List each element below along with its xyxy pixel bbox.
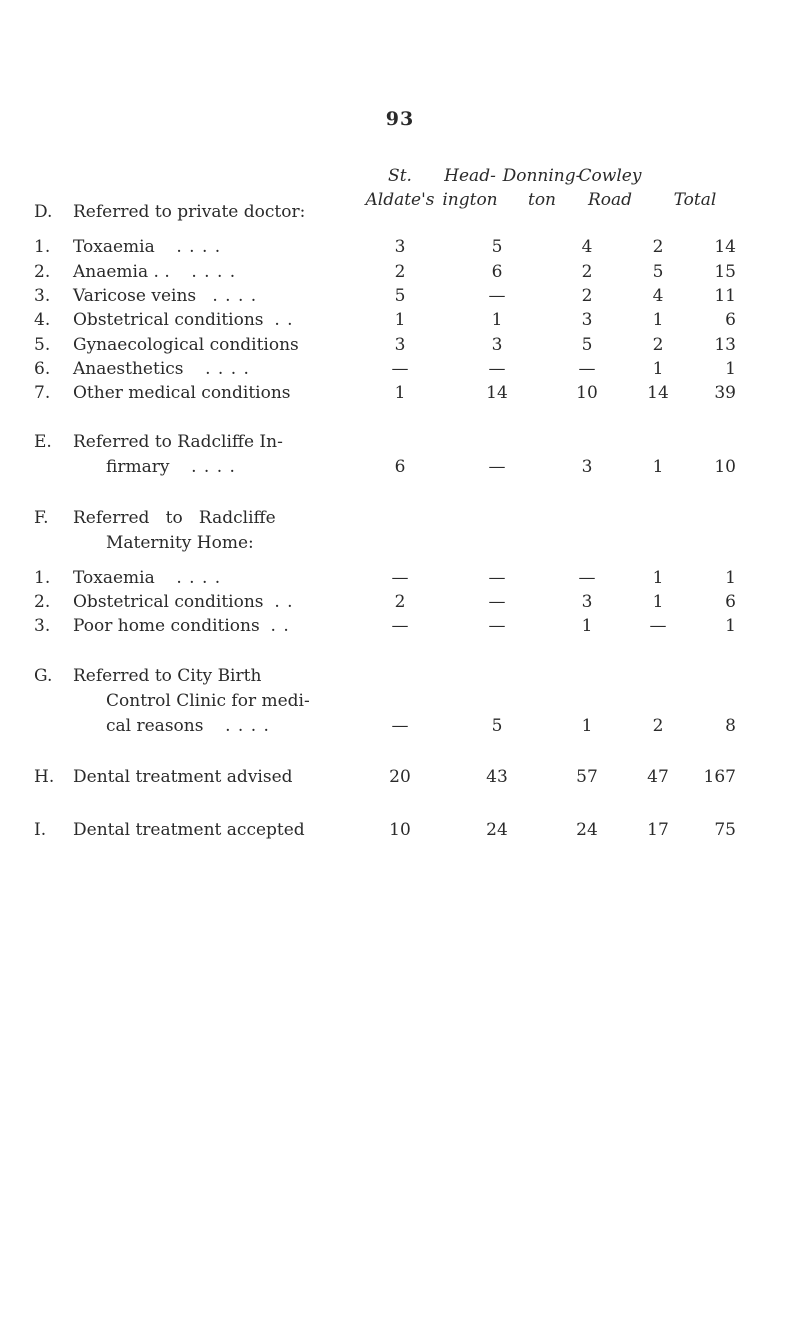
section-g-heading-line2 — [0, 689, 800, 713]
row-label-text: Anaesthetics — [73, 359, 184, 379]
row-label-text: Anaemia . . — [73, 262, 170, 282]
section-title-line1: Referred to Radcliffe In- — [73, 432, 283, 452]
row-label-text: Poor home conditions — [73, 616, 260, 636]
table-row — [0, 235, 800, 259]
row-label — [73, 235, 221, 259]
row-label — [73, 308, 294, 332]
row-label-text: cal reasons — [106, 716, 204, 736]
cell-donnington: 3 — [581, 592, 593, 612]
table-row — [0, 333, 800, 357]
leader-dots: . . . . — [176, 237, 222, 257]
table-row — [0, 614, 800, 638]
leader-dots: . . — [274, 310, 294, 330]
cell-st-aldates: 2 — [394, 262, 406, 282]
section-d-heading — [0, 200, 800, 224]
row-label: Dental treatment accepted — [73, 820, 305, 840]
row-index: 3. — [34, 616, 51, 636]
cell-cowley-road: 14 — [647, 383, 669, 403]
row-label-text: Obstetrical conditions — [73, 310, 264, 330]
cell-st-aldates: 3 — [394, 335, 406, 355]
leader-dots: . . — [270, 616, 290, 636]
cell-headington: 5 — [491, 716, 503, 736]
cell-total: 10 — [714, 457, 736, 477]
cell-headington: 24 — [486, 820, 508, 840]
cell-headington: — — [488, 616, 506, 636]
cell-donnington: 1 — [581, 716, 593, 736]
cell-st-aldates: 6 — [394, 457, 406, 477]
column-header-line2: ton — [527, 190, 556, 210]
table-row — [0, 381, 800, 405]
section-title-line1: Referred to Radcliffe — [73, 508, 276, 528]
table-row — [0, 590, 800, 614]
row-label: Other medical conditions — [73, 383, 291, 403]
table-row — [0, 357, 800, 381]
cell-st-aldates: 1 — [394, 383, 406, 403]
row-index: 3. — [34, 286, 51, 306]
row-index: 7. — [34, 383, 51, 403]
cell-total: 1 — [725, 568, 736, 588]
cell-donnington: 3 — [581, 310, 593, 330]
row-label-text: Obstetrical conditions — [73, 592, 264, 612]
cell-total: 6 — [725, 592, 736, 612]
section-letter: H. — [34, 767, 55, 787]
cell-headington: 14 — [486, 383, 508, 403]
leader-dots: . . — [274, 592, 294, 612]
cell-total: 75 — [714, 820, 736, 840]
row-index: 6. — [34, 359, 51, 379]
leader-dots: . . . . — [212, 286, 258, 306]
row-label: Dental treatment advised — [73, 767, 293, 787]
cell-headington: — — [488, 568, 506, 588]
row-index: 1. — [34, 237, 51, 257]
table-row — [0, 765, 800, 789]
leader-dots: . . . . — [225, 716, 270, 736]
cell-cowley-road: 1 — [652, 310, 664, 330]
row-index: 2. — [34, 262, 51, 282]
cell-cowley-road: 1 — [652, 457, 664, 477]
table-row — [0, 818, 800, 842]
cell-st-aldates: 10 — [389, 820, 411, 840]
cell-st-aldates: 1 — [394, 310, 406, 330]
page-number: 93 — [385, 108, 415, 130]
cell-total: 15 — [714, 262, 736, 282]
section-f-heading — [0, 506, 800, 530]
column-header-line1: St. — [388, 166, 412, 186]
cell-donnington: 57 — [576, 767, 598, 787]
cell-donnington: 5 — [581, 335, 593, 355]
cell-cowley-road: 2 — [652, 716, 664, 736]
row-label — [73, 260, 236, 284]
cell-total: 11 — [714, 286, 736, 306]
section-letter: F. — [34, 508, 49, 528]
section-title-line1: Referred to City Birth — [73, 666, 262, 686]
cell-st-aldates: 3 — [394, 237, 406, 257]
column-header-line1 — [645, 164, 745, 188]
section-letter: E. — [34, 432, 52, 452]
cell-total: 13 — [714, 335, 736, 355]
leader-dots: . . . . — [176, 568, 222, 588]
cell-total: 14 — [714, 237, 736, 257]
table-row — [0, 260, 800, 284]
cell-headington: 3 — [491, 335, 503, 355]
cell-total: 1 — [725, 616, 736, 636]
cell-cowley-road: 5 — [652, 262, 664, 282]
row-index: 2. — [34, 592, 51, 612]
leader-dots: . . . . — [205, 359, 250, 379]
cell-st-aldates: — — [391, 568, 409, 588]
cell-cowley-road: 1 — [652, 359, 664, 379]
cell-donnington: — — [578, 568, 596, 588]
cell-cowley-road: 4 — [652, 286, 664, 306]
section-g-heading — [0, 664, 800, 688]
cell-st-aldates: — — [391, 359, 409, 379]
row-label — [73, 566, 221, 590]
column-header-line2: Total — [673, 190, 717, 210]
cell-headington: — — [488, 592, 506, 612]
cell-cowley-road: 47 — [647, 767, 669, 787]
row-label: Gynaecological conditions — [73, 335, 299, 355]
row-index: 5. — [34, 335, 51, 355]
cell-donnington: 1 — [581, 616, 593, 636]
section-letter: I. — [34, 820, 47, 840]
row-label — [73, 357, 250, 381]
row-index: 4. — [34, 310, 51, 330]
row-label-text: firmary — [106, 457, 170, 477]
cell-donnington: — — [578, 359, 596, 379]
column-header-line1: Donning- — [502, 166, 582, 186]
row-label — [106, 455, 236, 479]
cell-st-aldates: 2 — [394, 592, 406, 612]
cell-donnington: 10 — [576, 383, 598, 403]
cell-st-aldates: — — [391, 616, 409, 636]
cell-donnington: 4 — [581, 237, 593, 257]
cell-headington: 6 — [491, 262, 503, 282]
cell-donnington: 2 — [581, 262, 593, 282]
table-row — [0, 284, 800, 308]
cell-headington: 5 — [491, 237, 503, 257]
section-e-heading — [0, 430, 800, 454]
section-f-heading-line2 — [0, 531, 800, 555]
cell-cowley-road: 1 — [652, 592, 664, 612]
cell-total: 8 — [725, 716, 736, 736]
table-row — [0, 566, 800, 590]
cell-total: 39 — [714, 383, 736, 403]
column-header-line2: Aldate's — [365, 190, 435, 210]
cell-st-aldates: — — [391, 716, 409, 736]
cell-cowley-road: 2 — [652, 335, 664, 355]
cell-cowley-road: 2 — [652, 237, 664, 257]
leader-dots: . . . . — [191, 262, 237, 282]
cell-headington: 1 — [491, 310, 503, 330]
column-header-line2: Road — [587, 190, 633, 210]
cell-cowley-road: 17 — [647, 820, 669, 840]
cell-donnington: 2 — [581, 286, 593, 306]
section-title: Referred to private doctor: — [73, 202, 306, 222]
row-label — [73, 284, 257, 308]
cell-cowley-road: — — [649, 616, 667, 636]
cell-total: 6 — [725, 310, 736, 330]
cell-total: 167 — [703, 767, 736, 787]
column-header-line1: Head- — [444, 166, 496, 186]
row-label — [73, 590, 294, 614]
table-row — [0, 455, 800, 479]
row-label-text: Varicose veins — [73, 286, 197, 306]
cell-cowley-road: 1 — [652, 568, 664, 588]
cell-headington: — — [488, 359, 506, 379]
table-row — [0, 308, 800, 332]
cell-donnington: 3 — [581, 457, 593, 477]
cell-st-aldates: 5 — [394, 286, 406, 306]
cell-headington: — — [488, 286, 506, 306]
section-letter: G. — [34, 666, 53, 686]
column-header-line1: Cowley — [578, 166, 642, 186]
row-label — [73, 614, 290, 638]
section-title-line2: Maternity Home: — [106, 533, 254, 553]
cell-st-aldates: 20 — [389, 767, 411, 787]
section-title-line2: Control Clinic for medi- — [106, 691, 310, 711]
section-letter: D. — [34, 202, 53, 222]
row-label-text: Toxaemia — [73, 568, 155, 588]
column-header-line2: ington — [442, 190, 498, 210]
row-index: 1. — [34, 568, 51, 588]
cell-headington: 43 — [486, 767, 508, 787]
row-label — [106, 714, 270, 738]
cell-total: 1 — [725, 359, 736, 379]
row-label-text: Toxaemia — [73, 237, 155, 257]
table-row — [0, 714, 800, 738]
cell-donnington: 24 — [576, 820, 598, 840]
leader-dots: . . . . — [191, 457, 236, 477]
cell-headington: — — [488, 457, 506, 477]
